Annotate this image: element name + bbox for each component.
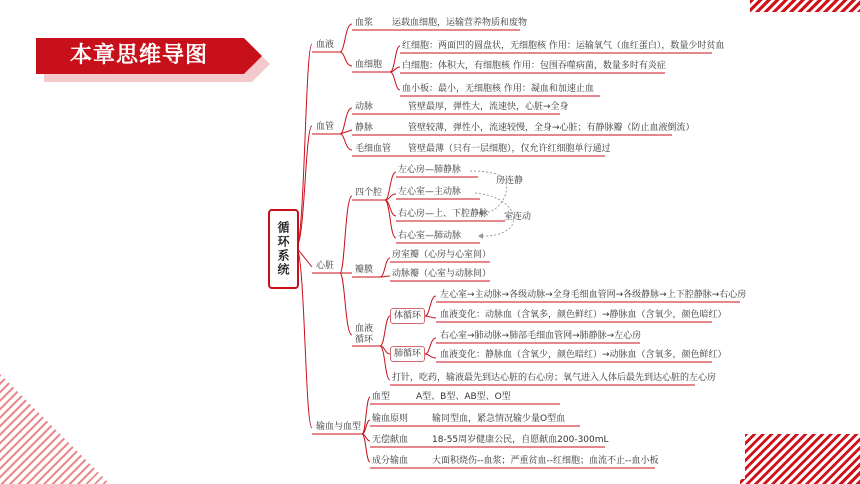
pulmonary-blood-change: 血液变化：静脉血（含氧少，颜色暗红）→动脉血（含氧多，颜色鲜红） (440, 350, 727, 360)
node-blood-cells: 血细胞 (355, 60, 383, 70)
node-component-transfusion: 成分输血 (372, 456, 409, 466)
node-transfusion-principle: 输血原则 (372, 414, 409, 424)
node-four-chambers: 四个腔 (355, 188, 383, 198)
node-white-blood-cell: 白细胞：体积大，有细胞核 作用：包围吞噬病菌，数量多时有炎症 (402, 61, 666, 71)
chamber-item: 左心室—主动脉 (398, 187, 462, 197)
node-red-blood-cell: 红细胞：两面凹的圆盘状，无细胞核 作用：运输氧气（血红蛋白），数量少时贫血 (402, 41, 725, 51)
node-platelet: 血小板：最小，无细胞核 作用：凝血和加速止血 (402, 84, 594, 94)
node-valves: 瓣膜 (355, 265, 374, 275)
node-capillary-desc: 管壁最薄（只有一层细胞），仅允许红细胞单行通过 (408, 144, 611, 154)
page-title: 本章思维导图 (69, 43, 208, 68)
node-systemic-circulation: 体循环 (390, 308, 425, 324)
node-blood-type: 血型 (372, 392, 391, 402)
chamber-item: 右心房—上、下腔静脉 (398, 209, 489, 219)
node-transfusion-principle-desc: 输同型血，紧急情况输少量O型血 (432, 414, 566, 424)
node-plasma: 血浆 (355, 18, 374, 28)
node-component-transfusion-desc: 大面积烧伤--血浆；严重贫血--红细胞；血流不止--血小板 (432, 456, 659, 466)
node-vein: 静脉 (355, 123, 374, 133)
branch-transfusion: 输血与血型 (316, 422, 362, 432)
systemic-blood-change: 血液变化：动脉血（含氧多，颜色鲜红）→静脉血（含氧少，颜色暗红） (440, 310, 727, 320)
node-artery: 动脉 (355, 102, 374, 112)
branch-heart: 心脏 (316, 261, 335, 271)
root-node-circulatory-system: 循环系统 (268, 209, 299, 289)
node-vein-desc: 管壁较薄，弹性小，流速较慢，全身→心脏；有静脉瓣（防止血液倒流） (408, 123, 695, 133)
node-plasma-desc: 运载血细胞，运输营养物质和废物 (392, 18, 528, 28)
chamber-item: 左心房—肺静脉 (398, 165, 462, 175)
node-blood-donation-desc: 18-55周岁健康公民，自愿献血200-300mL (432, 435, 609, 445)
node-pulmonary-circulation: 肺循环 (390, 346, 425, 362)
systemic-path: 左心室→主动脉→各级动脉→全身毛细血管网→各级静脉→上下腔静脉→右心房 (440, 290, 747, 300)
valve-item: 动脉瓣（心室与动脉间） (392, 269, 492, 279)
node-capillary: 毛细血管 (355, 144, 392, 154)
note-atrium-vein: 房连静 (496, 176, 524, 186)
node-blood-donation: 无偿献血 (372, 435, 409, 445)
node-artery-desc: 管壁最厚，弹性大，流速快，心脏→全身 (408, 102, 569, 112)
pulmonary-path: 右心室→肺动脉→肺部毛细血管网→肺静脉→左心房 (440, 331, 642, 341)
node-blood-circulation: 血液循环 (355, 324, 374, 345)
note-ventricle-artery: 室连动 (504, 212, 532, 222)
chamber-item: 右心室—肺动脉 (398, 231, 462, 241)
branch-blood: 血液 (316, 40, 335, 50)
circulation-note: 打针，吃药，输液最先到达心脏的右心房；氧气进入人体后最先到达心脏的左心房 (392, 373, 717, 383)
branch-vessels: 血管 (316, 122, 335, 132)
valve-item: 房室瓣（心房与心室间） (392, 250, 492, 260)
node-blood-type-desc: A型、B型、AB型、O型 (416, 392, 511, 402)
